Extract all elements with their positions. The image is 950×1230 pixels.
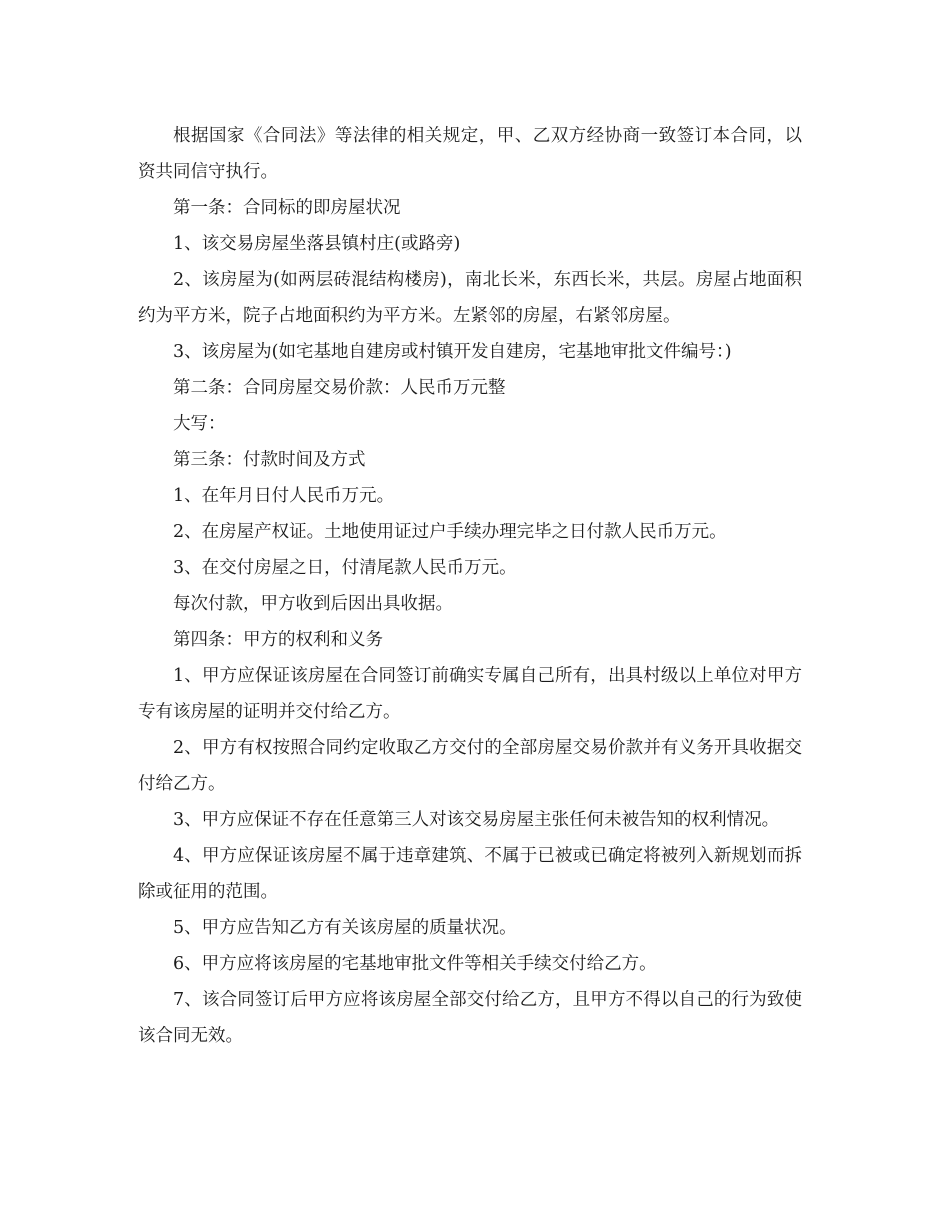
article-1-item-3: 3、该房屋为(如宅基地自建房或村镇开发自建房，宅基地审批文件编号：) [173,342,732,362]
article-1-item-2: 2、该房屋为(如两层砖混结构楼房)，南北长米，东西长米，共层。房屋占地面积约为平方米，院子占地面积约为平方米。左紧邻的房屋，右紧邻房屋。 [138,270,802,326]
article-1-heading: 第一条：合同标的即房屋状况 [173,198,401,218]
article-3-item-1: 1、在年月日付人民币万元。 [173,486,395,506]
article-4-item-6: 6、甲方应将该房屋的宅基地审批文件等相关手续交付给乙方。 [173,954,657,974]
article-4-item-2: 2、甲方有权按照合同约定收取乙方交付的全部房屋交易价款并有义务开具收据交付给乙方。 [138,738,802,794]
article-4-item-1: 1、甲方应保证该房屋在合同签订前确实专属自己所有，出具村级以上单位对甲方专有该房屋的证明并交付给乙方。 [138,666,802,722]
article-4-heading: 第四条：甲方的权利和义务 [173,630,383,650]
article-3-receipt-note: 每次付款，甲方收到后因出具收据。 [173,594,453,614]
article-2-heading: 第二条：合同房屋交易价款：人民币万元整 [173,378,506,398]
article-2-capital-amount: 大写： [173,414,226,434]
article-3-item-3: 3、在交付房屋之日，付清尾款人民币万元。 [173,558,517,578]
article-3-item-2: 2、在房屋产权证。土地使用证过户手续办理完毕之日付款人民币万元。 [173,522,727,542]
document-body [138,118,802,1054]
article-4-item-5: 5、甲方应告知乙方有关该房屋的质量状况。 [173,918,517,938]
article-4-item-3: 3、甲方应保证不存在任意第三人对该交易房屋主张任何未被告知的权利情况。 [173,810,780,830]
paragraph-preamble: 根据国家《合同法》等法律的相关规定，甲、乙双方经协商一致签订本合同，以资共同信守执行。 [138,126,802,182]
article-1-item-1: 1、该交易房屋坐落县镇村庄(或路旁) [173,234,461,254]
article-4-item-4: 4、甲方应保证该房屋不属于违章建筑、不属于已被或已确定将被列入新规划而拆除或征用的范围。 [138,846,802,902]
article-4-item-7: 7、该合同签订后甲方应将该房屋全部交付给乙方，且甲方不得以自己的行为致使该合同无效。 [138,990,802,1046]
article-3-heading: 第三条：付款时间及方式 [173,450,366,470]
